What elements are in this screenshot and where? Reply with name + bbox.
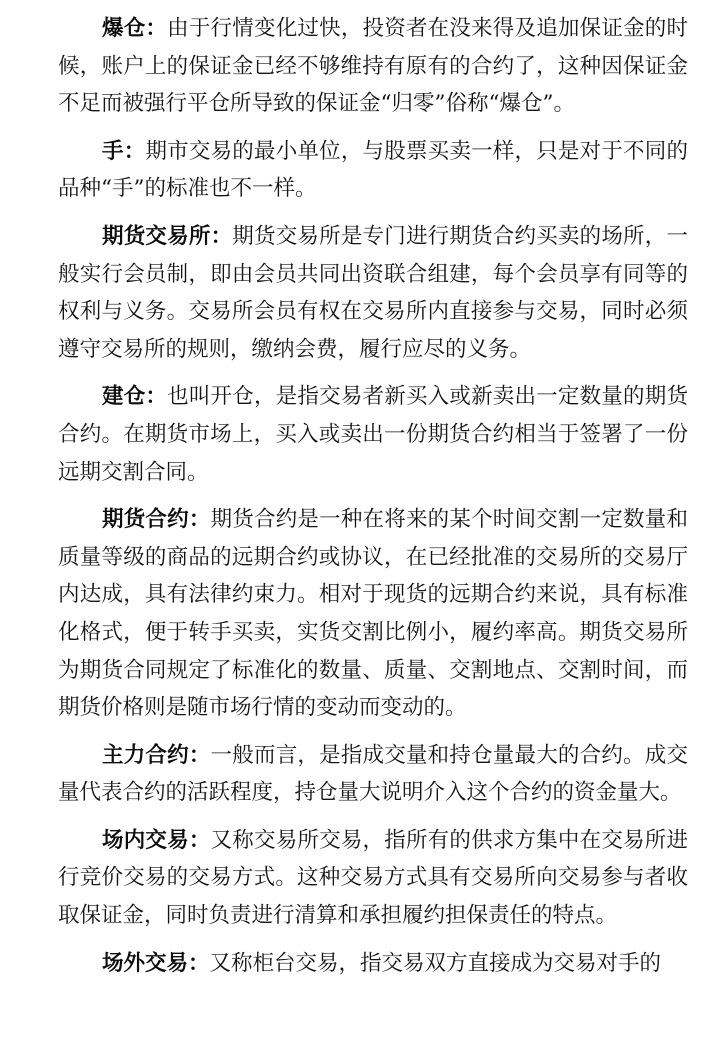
entry-baocang [58, 10, 688, 123]
term-colon: ： [145, 384, 168, 410]
entry-main-contract [58, 737, 688, 812]
term-heading: 手 [102, 138, 124, 164]
term-heading: 建仓 [102, 384, 146, 410]
term-definition: 期货合约是一种在将来的某个时间交割一定数量和质量等级的商品的远期合约或协议，在已经批准的交易所的交易厅内达成，具有法律约束力。相对于现货的远期合约来说，具有标准化格式，便于转手买卖，实货交割比例小，履约率高。期货交易所为期货合同规定了标准化的数量、质量、交割地点、交割时间，而期货价格则是随市场行情的变动而变动的。 [58, 507, 688, 721]
term-heading: 爆仓 [102, 16, 146, 41]
term-definition: 又称柜台交易，指交易双方直接成为交易对手的 [209, 950, 662, 976]
term-definition: 期货交易所是专门进行期货合约买卖的场所，一般实行会员制，即由会员共同出资联合组建，每个会员享有同等的权利与义务。交易所会员有权在交易所内直接参与交易，同时必须遵守交易所的规则，缴纳会费，履行应尽的义务。 [58, 223, 688, 362]
term-definition: 也叫开仓，是指交易者新买入或新卖出一定数量的期货合约。在期货市场上，买入或卖出一份期货合约相当于签署了一份远期交割合同。 [58, 384, 688, 485]
term-definition: 一般而言，是指成交量和持仓量最大的合约。成交量代表合约的活跃程度，持仓量大说明介入这个合约的资金量大。 [58, 742, 688, 806]
term-colon: ： [123, 138, 146, 164]
entry-jiancang [58, 378, 688, 491]
entry-exchange-trading [58, 822, 688, 935]
term-colon: ： [188, 950, 210, 976]
term-heading: 期货合约 [102, 507, 189, 533]
term-heading: 场外交易 [102, 950, 189, 976]
term-colon: ： [188, 507, 211, 533]
term-definition: 又称交易所交易，指所有的供求方集中在交易所进行竞价交易的交易方式。这种交易方式具有交易所向交易参与者收取保证金，同时负责进行清算和承担履约担保责任的特点。 [58, 827, 688, 929]
entry-futures-exchange [58, 218, 688, 368]
entry-shou [58, 133, 688, 208]
term-colon: ： [188, 742, 211, 768]
entry-otc-trading [58, 945, 688, 983]
term-heading: 主力合约 [102, 742, 189, 768]
term-colon: ： [188, 827, 211, 853]
entry-futures-contract [58, 501, 688, 727]
term-heading: 场内交易 [102, 827, 189, 853]
term-definition: 期市交易的最小单位，与股票买卖一样，只是对于不同的品种“手”的标准也不一样。 [58, 138, 688, 202]
term-heading: 期货交易所 [102, 223, 211, 249]
glossary-text [58, 10, 688, 992]
term-colon: ： [210, 223, 233, 249]
term-definition: 由于行情变化过快，投资者在没来得及追加保证金的时候，账户上的保证金已经不够维持有原有的合约了，这种因保证金不足而被强行平仓所导致的保证金“归零”俗称“爆仓”。 [58, 16, 688, 117]
term-colon: ： [145, 16, 168, 41]
